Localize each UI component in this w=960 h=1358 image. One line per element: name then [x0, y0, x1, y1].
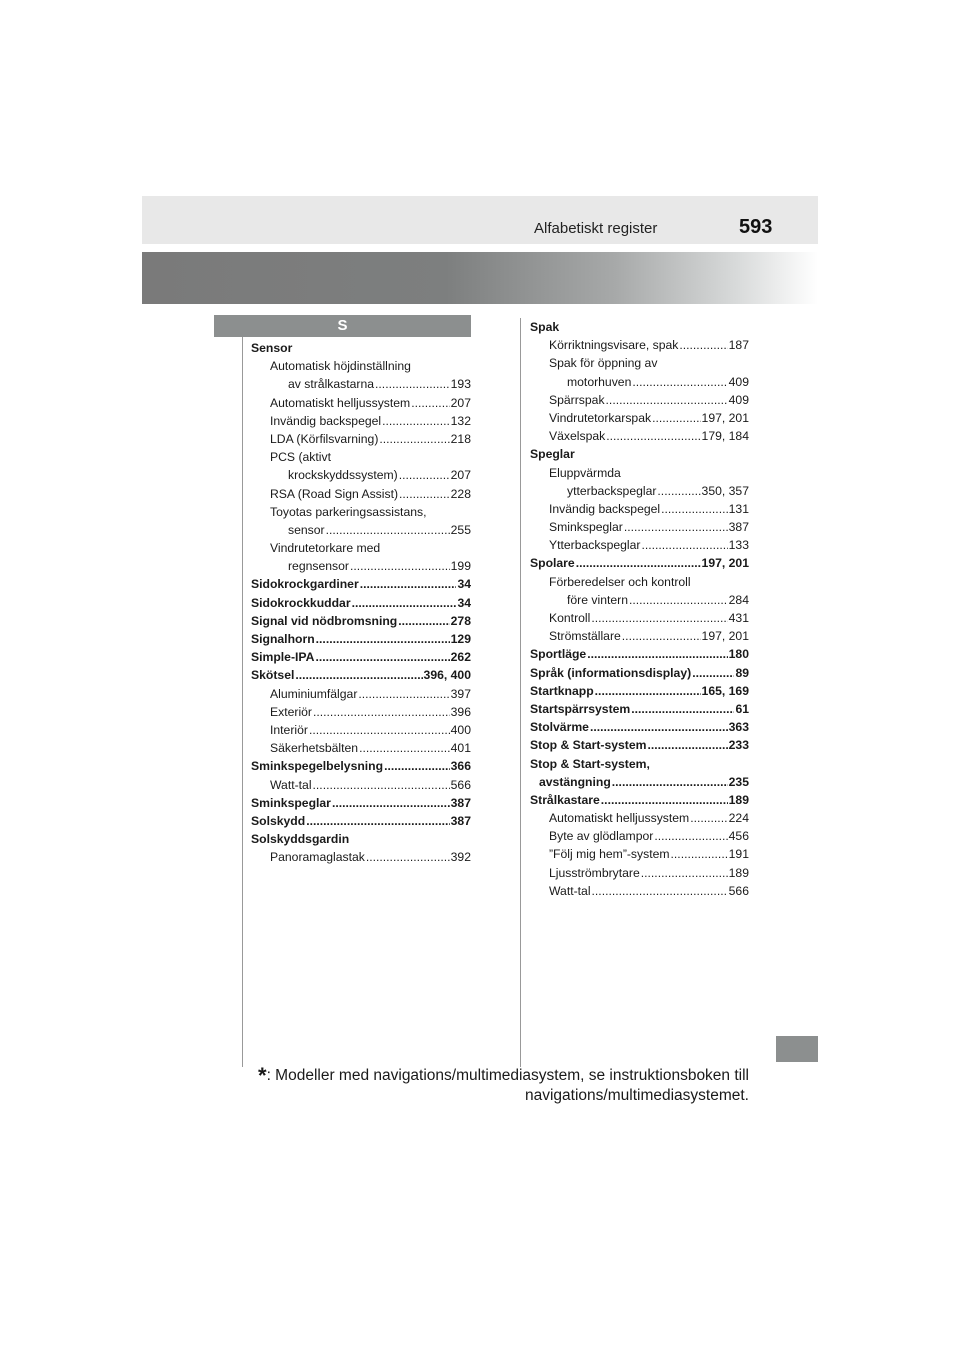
index-entry-page: 34 [457, 595, 471, 610]
index-entry [530, 573, 749, 591]
index-entry-term: Ljusströmbrytare [549, 865, 640, 880]
index-entry-term: Vindrutetorkare med [270, 541, 381, 556]
index-entry-term: Körriktningsvisare, spak [549, 338, 679, 353]
index-entry-page: 350, 357 [701, 483, 749, 498]
dot-leader [379, 430, 449, 448]
index-entry-term: Strömställare [549, 629, 621, 644]
dot-leader [382, 412, 450, 430]
index-entry-page: 456 [728, 829, 749, 844]
footnote-line-2: navigations/multimediasystemet. [525, 1087, 749, 1104]
index-entry-term: Signal vid nödbromsning [251, 613, 398, 628]
index-entry-page: 179, 184 [701, 429, 749, 444]
index-entry-term: Vindrutetorkarspak [549, 410, 652, 425]
index-entry-term: Byte av glödlampor [549, 829, 654, 844]
index-entry [251, 375, 471, 393]
dot-leader [326, 521, 450, 539]
section-title: Alfabetiskt register [534, 220, 658, 237]
index-entry-term: Växelspak [549, 429, 606, 444]
index-entry-page: 199 [450, 559, 471, 574]
index-entry [251, 466, 471, 484]
index-entry-page: 189 [728, 865, 749, 880]
dot-leader [690, 809, 727, 827]
index-entry-term: Kontroll [549, 611, 591, 625]
dot-leader [652, 409, 700, 427]
index-entry-term: RSA (Road Sign Assist) [270, 486, 399, 501]
index-entry-term: Ytterbackspeglar [549, 538, 641, 553]
index-entry-page: 400 [450, 722, 471, 737]
dot-leader [595, 682, 701, 700]
index-entry [530, 718, 749, 736]
dot-leader [399, 466, 450, 484]
dot-leader [654, 827, 727, 845]
dot-leader [632, 373, 727, 391]
dot-leader [576, 554, 701, 572]
index-entry [251, 757, 471, 775]
dot-leader [295, 666, 422, 684]
footnote-marker: * [258, 1063, 267, 1088]
index-entry-page: 89 [735, 665, 749, 680]
index-entry [530, 354, 749, 372]
index-entry-term: Automatiskt helljussystem [549, 811, 690, 826]
index-entry-term: Sensor [251, 341, 293, 355]
index-entry [530, 755, 749, 773]
dot-leader [606, 391, 728, 409]
index-entry [530, 554, 749, 572]
index-entry [530, 409, 749, 427]
dot-leader [606, 427, 700, 445]
dot-leader [624, 518, 728, 536]
dot-leader [375, 375, 450, 393]
index-entry-page: 366 [450, 759, 471, 774]
dot-leader [591, 609, 727, 627]
index-entry-term: Stop & Start-system, [530, 756, 650, 771]
index-entry [530, 609, 749, 627]
index-entry-term: av strålkastarna [288, 377, 375, 392]
index-entry [530, 336, 749, 354]
index-entry [251, 485, 471, 503]
index-entry-term: Signalhorn [251, 632, 315, 646]
dot-leader [352, 594, 457, 612]
index-entry-page: 392 [450, 850, 471, 865]
index-entry-term: Simple-IPA [251, 650, 315, 665]
dot-leader [622, 627, 701, 645]
index-entry-term: LDA (Körfilsvarning) [270, 431, 379, 446]
index-entry [251, 612, 471, 630]
index-entry [530, 391, 749, 409]
index-entry [251, 521, 471, 539]
index-entry [251, 776, 471, 794]
index-entry-term: krockskyddssystem) [288, 468, 398, 483]
dot-leader [309, 721, 450, 739]
index-entry [251, 503, 471, 521]
index-entry-term: Skötsel [251, 668, 295, 683]
index-entry [251, 703, 471, 721]
index-entry-page: 197, 201 [701, 556, 749, 571]
index-entry-page: 431 [728, 611, 749, 625]
index-entry-page: 284 [728, 592, 749, 607]
index-entry [530, 591, 749, 609]
index-entry [251, 739, 471, 757]
index-entry-page: 387 [450, 813, 471, 828]
index-entry-term: Eluppvärmda [549, 465, 621, 480]
dot-leader [358, 685, 449, 703]
index-entry-page: 191 [728, 847, 749, 862]
index-entry-page: 255 [450, 522, 471, 537]
index-entry-page: 233 [728, 738, 749, 753]
index-entry-page: 197, 201 [701, 629, 749, 644]
index-entry-page: 207 [450, 395, 471, 410]
dot-leader [384, 757, 450, 775]
dot-leader [411, 394, 449, 412]
index-entry-term: regnsensor [288, 559, 349, 574]
index-entry-page: 397 [450, 686, 471, 701]
index-entry [251, 794, 471, 812]
index-entry-page: 566 [728, 883, 749, 898]
dot-leader [592, 882, 728, 900]
index-entry-term: Startspärrsystem [530, 701, 631, 716]
index-entry [530, 318, 749, 336]
dot-leader [631, 700, 734, 718]
footnote-line-1: : Modeller med navigations/multimediasystem, se instruktionsboken till [266, 1067, 749, 1084]
index-entry-term: Invändig backspegel [270, 413, 382, 428]
index-entry-page: 165, 169 [701, 683, 749, 698]
index-entry [251, 830, 471, 848]
index-entry-page: 132 [450, 413, 471, 428]
dot-leader [692, 664, 734, 682]
index-entry [530, 464, 749, 482]
index-entry [251, 394, 471, 412]
index-entry [251, 412, 471, 430]
dot-leader [661, 500, 728, 518]
index-entry [251, 575, 471, 593]
index-entry-term: Sidokrockkuddar [251, 595, 351, 610]
index-entry-page: 566 [450, 777, 471, 792]
index-entry [251, 666, 471, 684]
index-entry-term: Panoramaglastak [270, 850, 365, 865]
index-entry [251, 339, 471, 357]
index-entry-term: ytterbackspeglar [567, 483, 657, 498]
index-entry-term: ”Följ mig hem”-system [549, 847, 670, 862]
index-entry [251, 448, 471, 466]
dot-leader [629, 591, 728, 609]
index-entry [251, 685, 471, 703]
index-column-right [530, 318, 749, 900]
index-entry-page: 224 [728, 811, 749, 826]
dot-leader [313, 776, 450, 794]
page-number: 593 [739, 216, 773, 238]
index-entry-term: Spak [530, 320, 560, 334]
index-entry [530, 882, 749, 900]
dot-leader [316, 630, 450, 648]
dot-leader [366, 848, 450, 866]
dot-leader [315, 648, 449, 666]
index-entry [530, 664, 749, 682]
index-entry [530, 373, 749, 391]
index-entry-term: Sportläge [530, 647, 587, 662]
index-entry [251, 539, 471, 557]
index-entry [251, 594, 471, 612]
index-entry-page: 409 [728, 392, 749, 407]
index-entry [530, 445, 749, 463]
dot-leader [647, 736, 727, 754]
index-entry-page: 396 [450, 704, 471, 719]
index-entry [251, 557, 471, 575]
index-entry [251, 812, 471, 830]
dot-leader [587, 645, 727, 663]
index-column-left [251, 339, 471, 866]
index-entry [530, 809, 749, 827]
index-entry [530, 827, 749, 845]
index-entry [530, 773, 749, 791]
header-gradient-band [142, 252, 818, 304]
index-entry-page: 61 [735, 701, 749, 716]
dot-leader [679, 336, 727, 354]
index-entry [530, 645, 749, 663]
index-entry-page: 193 [450, 377, 471, 392]
index-entry [251, 721, 471, 739]
dot-leader [590, 718, 728, 736]
index-entry-page: 262 [450, 650, 471, 665]
index-entry-term: Sminkspeglar [549, 520, 623, 535]
dot-leader [350, 557, 450, 575]
index-entry-page: 401 [450, 741, 471, 756]
index-entry-term: Solskyddsgardin [251, 832, 350, 847]
chapter-tab-marker [776, 1036, 818, 1062]
index-entry-term: Aluminiumfälgar [270, 686, 358, 701]
index-entry [530, 864, 749, 882]
index-entry-term: PCS (aktivt [270, 450, 331, 465]
index-entry-page: 133 [728, 538, 749, 553]
dot-leader [671, 845, 728, 863]
index-entry-term: sensor [288, 522, 325, 537]
index-entry-page: 180 [728, 647, 749, 662]
index-entry-page: 396, 400 [423, 668, 471, 683]
index-entry-term: Stop & Start-system [530, 738, 647, 753]
index-entry-term: Solskydd [251, 813, 306, 828]
index-entry [251, 848, 471, 866]
index-entry [251, 630, 471, 648]
column-divider-middle [520, 318, 521, 1067]
footnote [250, 1063, 749, 1106]
index-entry-term: Watt-tal [549, 883, 591, 898]
index-entry-term: Spärrspak [549, 392, 605, 407]
dot-leader [332, 794, 450, 812]
index-entry-term: Språk (informationsdisplay) [530, 665, 692, 680]
index-entry-page: 131 [728, 501, 749, 516]
index-entry-term: Förberedelser och kontroll [549, 574, 691, 589]
index-entry [530, 500, 749, 518]
index-entry-term: avstängning [539, 774, 611, 789]
index-entry [530, 845, 749, 863]
index-entry-term: Automatiskt helljussystem [270, 395, 411, 410]
index-entry-page: 189 [728, 792, 749, 807]
index-entry-page: 187 [728, 338, 749, 353]
index-entry-page: 387 [728, 520, 749, 535]
index-entry-page: 129 [450, 632, 471, 646]
column-divider-left [242, 337, 243, 1067]
index-entry [530, 482, 749, 500]
dot-leader [657, 482, 700, 500]
index-entry-page: 228 [450, 486, 471, 501]
index-entry-term: Sminkspeglar [251, 795, 331, 810]
index-entry-term: Spolare [530, 556, 575, 571]
dot-leader [359, 739, 450, 757]
index-entry-page: 197, 201 [701, 410, 749, 425]
index-entry-page: 387 [450, 795, 471, 810]
index-entry-term: Automatisk höjdinställning [270, 359, 411, 374]
dot-leader [398, 612, 449, 630]
index-entry-term: Startknapp [530, 683, 594, 698]
index-entry [530, 536, 749, 554]
index-entry [530, 736, 749, 754]
index-entry-page: 363 [728, 720, 749, 735]
index-entry-term: Toyotas parkeringsassistans, [270, 504, 427, 519]
index-entry-term: motorhuven [567, 374, 632, 389]
index-entry [530, 427, 749, 445]
index-entry-term: Exteriör [270, 704, 312, 719]
index-entry-term: före vintern [567, 592, 628, 607]
index-entry-page: 409 [728, 374, 749, 389]
dot-leader [313, 703, 450, 721]
dot-leader [306, 812, 449, 830]
index-entry-page: 235 [728, 774, 749, 789]
index-entry-term: Interiör [270, 722, 308, 737]
dot-leader [641, 864, 728, 882]
index-entry [530, 682, 749, 700]
dot-leader [601, 791, 728, 809]
index-entry [251, 430, 471, 448]
index-entry [530, 791, 749, 809]
index-entry-page: 278 [450, 613, 471, 628]
index-entry-term: Spak för öppning av [549, 356, 658, 371]
index-entry [251, 357, 471, 375]
index-entry [530, 627, 749, 645]
index-entry [251, 648, 471, 666]
index-entry-page: 218 [450, 431, 471, 446]
index-entry-term: Sminkspegelbelysning [251, 759, 384, 774]
index-entry-term: Speglar [530, 447, 575, 462]
index-entry-term: Säkerhetsbälten [270, 741, 359, 756]
index-entry [530, 518, 749, 536]
index-entry-page: 207 [450, 468, 471, 483]
dot-leader [612, 773, 728, 791]
index-letter-heading: S [214, 315, 471, 337]
index-entry-term: Watt-tal [270, 777, 312, 792]
index-entry-term: Strålkastare [530, 792, 600, 807]
index-entry-term: Invändig backspegel [549, 501, 661, 516]
index-entry [530, 700, 749, 718]
dot-leader [399, 485, 450, 503]
index-entry-page: 34 [457, 577, 471, 592]
header-bar [142, 196, 818, 244]
index-entry-term: Sidokrockgardiner [251, 577, 359, 592]
dot-leader [360, 575, 457, 593]
index-entry-term: Stolvärme [530, 720, 589, 735]
dot-leader [641, 536, 727, 554]
